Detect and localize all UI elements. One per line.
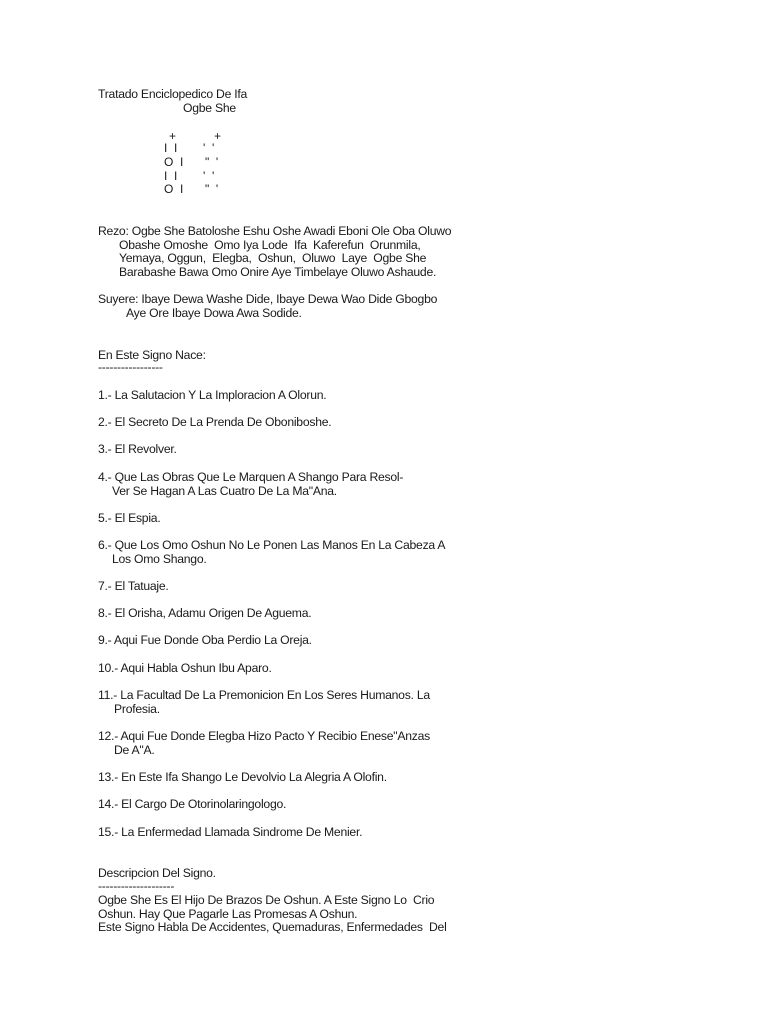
rezo-line: Rezo: Ogbe She Batoloshe Eshu Oshe Awadi Eboni Ole Oba Oluwo <box>98 224 452 238</box>
list-item: 6.- Que Los Omo Oshun No Le Ponen Las Manos En La Cabeza A <box>98 538 446 552</box>
list-item: 15.- La Enfermedad Llamada Sindrome De Menier. <box>98 825 363 839</box>
glyph-row-4-left: O I <box>164 182 184 196</box>
list-item: 5.- El Espia. <box>98 511 161 525</box>
paragraph-line: Ogbe She Es El Hijo De Brazos De Oshun. A Este Signo Lo Crio <box>98 893 435 907</box>
list-item-continuation: Los Omo Shango. <box>112 552 207 566</box>
rezo-line: Barabashe Bawa Omo Onire Aye Timbelaye Oluwo Ashaude. <box>119 265 437 279</box>
glyph-row-2-right: " ' <box>205 155 219 169</box>
section-divider: -------------------- <box>98 879 175 893</box>
rezo-line: Obashe Omoshe Omo Iya Lode Ifa Kaferefun Orunmila, <box>119 238 421 252</box>
paragraph-line: Oshun. Hay Que Pagarle Las Promesas A Oshun. <box>98 907 358 921</box>
list-item: 14.- El Cargo De Otorinolaringologo. <box>98 797 287 811</box>
glyph-row-4-right: " ' <box>205 182 219 196</box>
glyph-right-top-mark: + <box>214 129 222 143</box>
list-item: 3.- El Revolver. <box>98 442 177 456</box>
glyph-left-top-mark: + <box>169 129 177 143</box>
list-item: 8.- El Orisha, Adamu Origen De Aguema. <box>98 606 312 620</box>
suyere-line: Suyere: Ibaye Dewa Washe Dide, Ibaye Dewa Wao Dide Gbogbo <box>98 292 438 306</box>
list-item: 4.- Que Las Obras Que Le Marquen A Shango Para Resol- <box>98 470 404 484</box>
rezo-line: Yemaya, Oggun, Elegba, Oshun, Oluwo Laye Ogbe She <box>119 251 427 265</box>
list-item: 7.- El Tatuaje. <box>98 579 169 593</box>
list-item-continuation: Ver Se Hagan A Las Cuatro De La Ma"Ana. <box>112 484 337 498</box>
glyph-row-2-left: O I <box>164 155 184 169</box>
glyph-row-3-left: I I <box>164 169 178 183</box>
glyph-row-1-left: I I <box>164 141 178 155</box>
list-item: 9.- Aqui Fue Donde Oba Perdio La Oreja. <box>98 633 312 647</box>
glyph-row-3-right: ' ' <box>203 169 215 183</box>
suyere-line: Aye Ore Ibaye Dowa Awa Sodide. <box>126 306 302 320</box>
list-item: 12.- Aqui Fue Donde Elegba Hizo Pacto Y Recibio Enese"Anzas <box>98 729 430 743</box>
section-heading: En Este Signo Nace: <box>98 348 206 362</box>
sign-name: Ogbe She <box>183 101 236 115</box>
list-item: 11.- La Facultad De La Premonicion En Los Seres Humanos. La <box>98 688 430 702</box>
glyph-row-1-right: ' ' <box>203 141 215 155</box>
section-heading: Descripcion Del Signo. <box>98 866 216 880</box>
section-divider: ----------------- <box>98 360 163 374</box>
list-item-continuation: Profesia. <box>114 702 160 716</box>
list-item: 2.- El Secreto De La Prenda De Oboniboshe. <box>98 415 332 429</box>
paragraph-line: Este Signo Habla De Accidentes, Quemaduras, Enfermedades Del <box>98 920 447 934</box>
document-title: Tratado Enciclopedico De Ifa <box>98 87 248 101</box>
list-item: 13.- En Este Ifa Shango Le Devolvio La Alegria A Olofin. <box>98 770 387 784</box>
list-item-continuation: De A"A. <box>114 743 155 757</box>
list-item: 1.- La Salutacion Y La Imploracion A Olorun. <box>98 388 327 402</box>
list-item: 10.- Aqui Habla Oshun Ibu Aparo. <box>98 661 272 675</box>
